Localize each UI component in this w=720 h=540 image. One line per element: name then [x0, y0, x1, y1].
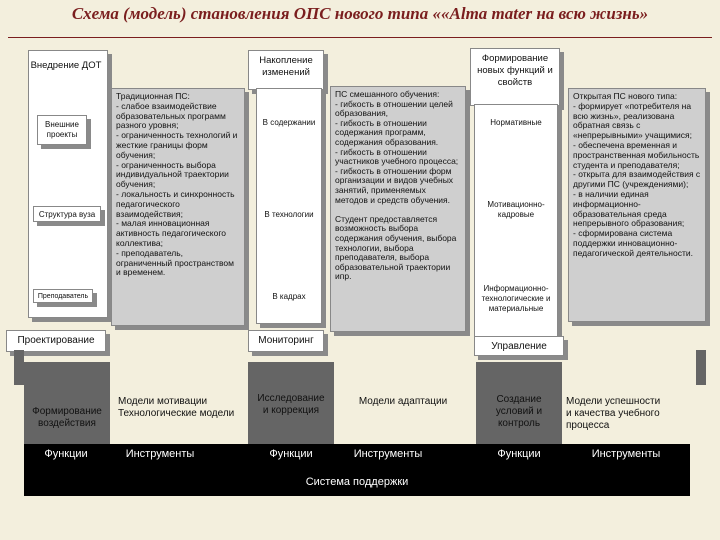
page-title: Схема (модель) становления ОПС нового типа ««Alma mater на всю жизнь» [71, 4, 649, 23]
normative-label: Нормативные [490, 118, 542, 127]
title-rule [8, 37, 712, 38]
instruments-label-2: Инструменты [353, 448, 423, 460]
instruments-label-1: Инструменты [125, 448, 195, 460]
instruments-label-3: Инструменты [591, 448, 661, 460]
external-projects-box: Внешние проекты [37, 115, 87, 145]
support-system-label: Система поддержки [305, 476, 409, 488]
motivation-models-label: Модели мотивации Технологические модели [118, 396, 235, 419]
accumulation-label: Накопление изменений [248, 50, 324, 90]
change-content-label: В содержании [262, 118, 316, 127]
university-structure-box: Структура вуза [33, 206, 101, 222]
conditions-label: Создание условий и контроль [495, 394, 543, 429]
design-stage: Проектирование [6, 330, 106, 352]
teacher-box: Преподаватель [33, 289, 93, 303]
motivational-label: Мотивационно-кадровые [487, 200, 545, 219]
functions-label-2: Функции [269, 448, 313, 460]
information-label: Информационно-технологические и материальные [481, 284, 551, 313]
mixed-ps-box: ПС смешанного обучения: - гибкость в отношении целей образования, - гибкость в отношении содержания программ, содержания образования. - гибкость в отношении участников учебного процесса; - гибкость в отношении форм организации и видов учебных занятий, применяемых методов и средств обучения. Студент предоставляется возможность выбора содержания обучения, выбора технологии, выбора преподавателя, выбора образовательной траектории ипр. [330, 86, 466, 332]
dot-implementation-panel [28, 50, 108, 318]
impact-formation-block [24, 362, 110, 444]
change-personnel-label: В кадрах [272, 292, 306, 301]
adaptation-models-label: Модели адаптации [358, 396, 448, 407]
open-ps-box: Открытая ПС нового типа: - формирует «потребителя на всю жизнь», реализована обратная связь с «непрерывными» учащимися; - обеспечена временная и пространственная мобильность студента и преподавателя; - открыта для взаимодействия с другими ПС (учреждениями); - в наличии единая информационно-образовательная среда непрерывного образования; - сформирована система поддержки инновационно-педагогической деятельности. [568, 88, 706, 322]
impact-formation-label: Формирование воздействия [32, 406, 102, 429]
dot-implementation-label: Внедрение ДОТ [30, 60, 102, 71]
left-strip [14, 350, 24, 385]
traditional-ps-box: Традиционная ПС: - слабое взаимодействие образовательных программ разного уровня; - ограниченность технологий и жесткие границы форм обучения; - ограниченность выбора индивидуальной траектории обучения; - локальность и синхронность педагогического взаимодействия; - малая инновационная активность педагогического коллектива; - преподаватель, ограниченный пространством и временем. [111, 88, 245, 326]
success-models-label: Модели успешности и качества учебного процесса [566, 396, 661, 431]
functions-label-3: Функции [497, 448, 541, 460]
new-functions-label: Формирование новых функций и свойств [470, 48, 560, 106]
management-stage: Управление [474, 336, 564, 356]
change-technology-label: В технологии [264, 210, 314, 219]
functions-label-1: Функции [44, 448, 88, 460]
monitoring-stage: Мониторинг [248, 330, 324, 352]
right-strip [696, 350, 706, 385]
research-label: Исследование и коррекция [257, 393, 325, 416]
